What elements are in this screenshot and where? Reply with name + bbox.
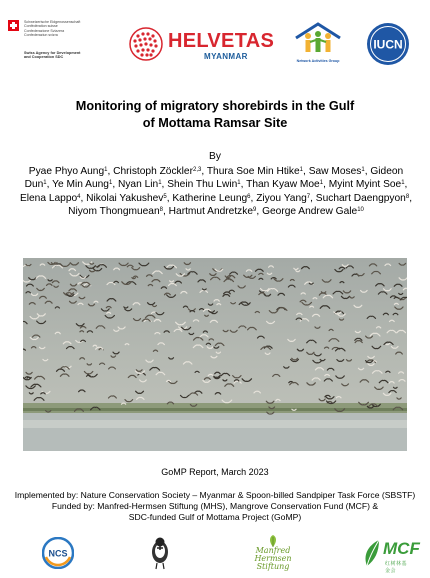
ncs-logo	[42, 537, 74, 569]
swiss-line: Confederaziun svizra	[24, 32, 58, 37]
iucn-logo	[366, 22, 410, 66]
swiss-line: Confederazione Svizzera	[24, 28, 65, 33]
author-separator: ,	[409, 192, 413, 204]
implementation-credits	[10, 490, 420, 524]
author-name: Pyae Phyo Aung	[28, 166, 105, 177]
sdc-text	[24, 51, 104, 60]
shorebird-flock-photo	[23, 258, 407, 451]
iucn-wordmark: IUCN	[373, 37, 403, 52]
author-separator: ,	[323, 179, 329, 191]
author-name: Myint Myint Soe	[328, 179, 402, 191]
network-caption: Network Activities Group	[296, 59, 340, 63]
author-affiliation: 1	[43, 180, 47, 187]
author-affiliation: 5	[163, 193, 167, 200]
sdc-line: Swiss Agency for Development	[24, 51, 81, 55]
spoon-billed-sandpiper-icon	[148, 534, 172, 570]
author-affiliation: 1	[158, 180, 162, 187]
author-affiliation: 8	[405, 193, 410, 200]
mcf-subtitle: 红树林基金会	[385, 561, 408, 574]
author-affiliation: 7	[306, 193, 311, 200]
mangrove-leaf-icon	[361, 538, 383, 568]
funded-by-cont: SDC-funded Gulf of Mottama Project (GoMP)	[128, 512, 302, 523]
author-separator: ,	[364, 166, 371, 177]
house-people-icon	[290, 22, 346, 58]
by-label: By	[209, 151, 221, 162]
author-separator: ,	[201, 166, 207, 177]
swiss-line: Confédération suisse	[24, 24, 58, 29]
author-separator: ,	[404, 179, 408, 191]
author-name: Ziyou Yang	[256, 192, 307, 204]
author-name: Nikolai Yakushev	[86, 192, 164, 204]
author-separator: ,	[163, 206, 169, 218]
swiss-line: Schweizerische Eidgenossenschaft	[24, 20, 81, 24]
mhs-line: Manfred	[255, 546, 291, 555]
author-affiliation: 1	[319, 180, 324, 187]
author-separator: ,	[161, 179, 168, 191]
author-affiliation: 1	[361, 167, 365, 173]
report-title	[0, 98, 430, 132]
helvetas-wordmark: HELVETAS	[168, 30, 275, 52]
author-name: Suchart Daengpyon	[315, 192, 406, 204]
author-name: Shein Thu Lwin	[167, 179, 238, 191]
author-name: Elena Lappo	[19, 192, 78, 204]
implemented-by: Implemented by: Nature Conservation Society – Myanmar & Spoon-billed Sandpiper Task Force (SBSTF)	[14, 490, 416, 500]
title-line-2: of Mottama Ramsar Site	[142, 116, 288, 130]
author-separator: ,	[112, 179, 118, 191]
author-affiliation: 1	[108, 180, 113, 187]
author-name: Than Kyaw Moe	[246, 179, 320, 191]
author-affiliation: 1	[104, 167, 108, 173]
author-affiliation: 6	[247, 193, 251, 200]
author-name: Nyan Lin	[117, 179, 159, 191]
author-name: Christoph Zöckler	[113, 166, 193, 177]
swiss-confederation-text	[24, 20, 98, 37]
sdc-line: and Cooperation SDC	[24, 55, 64, 60]
author-name: Ye Min Aung	[52, 179, 109, 191]
author-affiliation: 1	[237, 180, 241, 187]
author-affiliation: 1	[401, 180, 405, 187]
swiss-sdc-logo	[8, 20, 94, 66]
author-affiliation: 1	[299, 167, 304, 173]
sbstf-bird-logo	[148, 534, 172, 570]
manfred-hermsen-stiftung-logo	[249, 534, 297, 572]
author-list	[16, 165, 416, 219]
mcf-logo	[361, 538, 420, 574]
author-separator: ,	[256, 206, 263, 218]
author-separator: ,	[107, 166, 114, 177]
author-name: Hartmut Andretzke	[168, 206, 254, 218]
author-affiliation: 8	[159, 207, 163, 214]
report-date: GoMP Report, March 2023	[161, 467, 269, 477]
mhs-line: Stiftung	[256, 562, 290, 571]
swiss-flag-icon	[8, 20, 19, 31]
author-affiliation: 2,3	[192, 167, 202, 173]
helvetas-subtitle: MYANMAR	[204, 52, 248, 61]
ncs-wordmark: NCS	[48, 548, 68, 559]
author-name: Gideon Dun	[24, 166, 404, 191]
title-line-1: Monitoring of migratory shorebirds in the Gulf	[75, 99, 355, 113]
author-name: Thura Soe Min Htike	[206, 166, 300, 177]
helvetas-globe-icon	[126, 26, 166, 62]
author-name: Niyom Thongmuean	[68, 206, 160, 218]
author-separator: ,	[303, 166, 309, 177]
flock-image	[23, 258, 407, 451]
author-name: Katherine Leung	[172, 192, 248, 204]
author-affiliation: 4	[77, 193, 81, 200]
author-affiliation: 10	[357, 207, 364, 214]
author-separator: ,	[46, 179, 53, 191]
author-separator: ,	[240, 179, 247, 191]
network-activities-group-logo	[290, 22, 346, 66]
mcf-wordmark: MCF	[383, 539, 420, 558]
mhs-line: Hermsen	[254, 554, 292, 563]
funded-by: Funded by: Manfred-Hermsen Stiftung (MHS), Mangrove Conservation Fund (MCF) &	[51, 501, 379, 512]
author-separator: ,	[166, 192, 173, 204]
author-separator: ,	[310, 192, 316, 204]
author-name: Saw Moses	[308, 166, 362, 177]
author-name: George Andrew Gale	[262, 206, 358, 218]
author-affiliation: 9	[253, 207, 257, 214]
author-separator: ,	[80, 192, 87, 204]
author-separator: ,	[250, 192, 257, 204]
helvetas-logo	[126, 26, 275, 64]
